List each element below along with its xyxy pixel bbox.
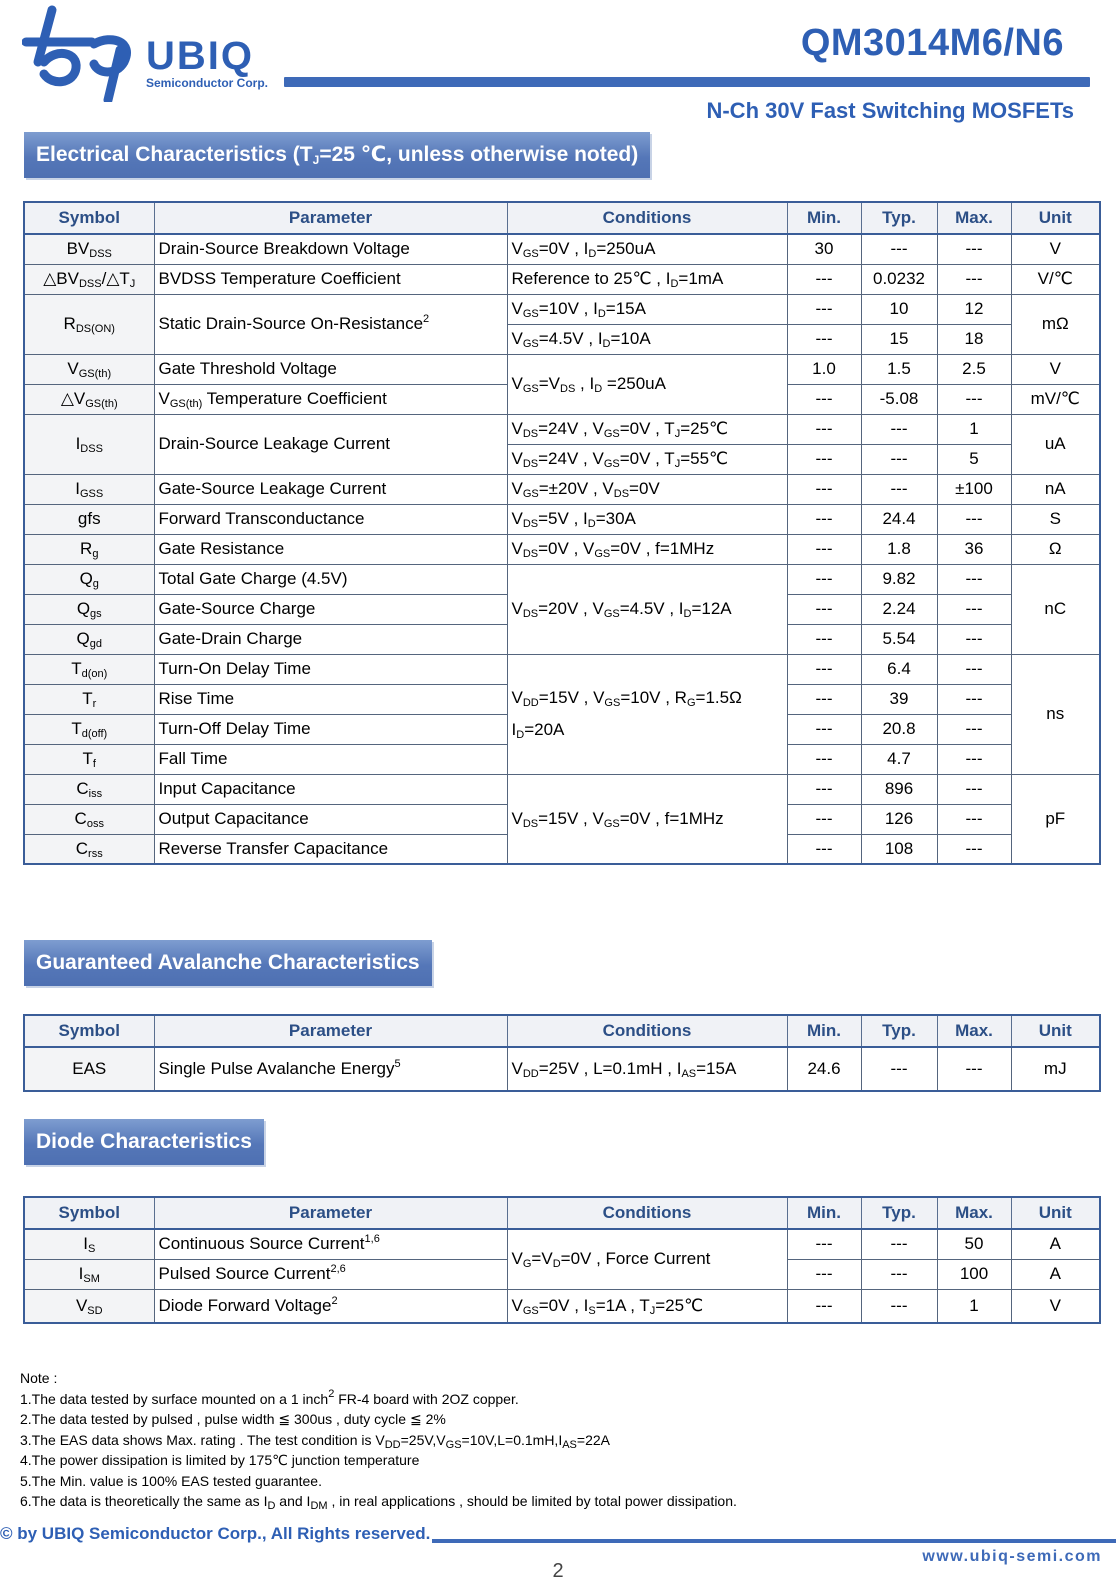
col-symbol: Symbol (24, 1015, 154, 1047)
typ-cell: 5.54 (861, 624, 937, 654)
table-row (24, 774, 1100, 804)
max-cell: 50 (937, 1229, 1011, 1259)
table-row (24, 234, 1100, 264)
typ-cell: --- (861, 1047, 937, 1091)
max-cell: 18 (937, 324, 1011, 354)
typ-cell: 39 (861, 684, 937, 714)
col-unit: Unit (1011, 1015, 1100, 1047)
min-cell: 24.6 (787, 1047, 861, 1091)
table-row (24, 1289, 1100, 1323)
typ-cell: 0.0232 (861, 264, 937, 294)
symbol-cell: $\triangle BV_{DSS}/\triangle T_J$ (24, 264, 154, 294)
col-parameter: Parameter (154, 1197, 507, 1229)
parameter-cell: Gate-Source Charge (154, 594, 507, 624)
table-row (24, 1047, 1100, 1091)
conditions-cell: $V_G=V_D=0V$ , Force Current (507, 1229, 787, 1289)
company-name: UBIQ (146, 34, 254, 78)
conditions-cell: Reference to 25℃ , $I_D=1mA$ (507, 264, 787, 294)
table-header-row (24, 1197, 1100, 1229)
max-cell: 36 (937, 534, 1011, 564)
max-cell: 2.5 (937, 354, 1011, 384)
parameter-cell: Gate-Source Leakage Current (154, 474, 507, 504)
conditions-cell: $V_{GS}=0V$ , $I_S=1A$ , $T_J=25℃$ (507, 1289, 787, 1323)
max-cell: ±100 (937, 474, 1011, 504)
col-parameter: Parameter (154, 202, 507, 234)
max-cell: --- (937, 834, 1011, 864)
max-cell: --- (937, 264, 1011, 294)
col-symbol: Symbol (24, 202, 154, 234)
col-conditions: Conditions (507, 1197, 787, 1229)
conditions-cell: $V_{GS}=10V$ , $I_D=15A$ (507, 294, 787, 324)
min-cell: --- (787, 474, 861, 504)
symbol-cell: $V_{GS(th)}$ (24, 354, 154, 384)
max-cell: --- (937, 744, 1011, 774)
min-cell: --- (787, 294, 861, 324)
parameter-cell: Diode Forward Voltage$^2$ (154, 1289, 507, 1323)
parameter-cell: Input Capacitance (154, 774, 507, 804)
min-cell: --- (787, 624, 861, 654)
min-cell: --- (787, 654, 861, 684)
part-number: QM3014M6/N6 (800, 22, 1064, 64)
typ-cell: 15 (861, 324, 937, 354)
max-cell: --- (937, 564, 1011, 594)
min-cell: --- (787, 804, 861, 834)
parameter-cell: Continuous Source Current$^{1,6}$ (154, 1229, 507, 1259)
unit-cell: V (1011, 1289, 1100, 1323)
min-cell: --- (787, 1229, 861, 1259)
col-typ: Typ. (861, 1197, 937, 1229)
header-rule (284, 77, 1090, 87)
max-cell: --- (937, 504, 1011, 534)
col-min: Min. (787, 1015, 861, 1047)
parameter-cell: Gate-Drain Charge (154, 624, 507, 654)
col-unit: Unit (1011, 1197, 1100, 1229)
parameter-cell: Pulsed Source Current$^{2,6}$ (154, 1259, 507, 1289)
footer-rule (432, 1539, 1116, 1543)
unit-cell: V (1011, 234, 1100, 264)
parameter-cell: Reverse Transfer Capacitance (154, 834, 507, 864)
symbol-cell: $I_{GSS}$ (24, 474, 154, 504)
col-unit: Unit (1011, 202, 1100, 234)
symbol-cell: gfs (24, 504, 154, 534)
parameter-cell: Forward Transconductance (154, 504, 507, 534)
parameter-cell: Static Drain-Source On-Resistance$^2$ (154, 294, 507, 354)
symbol-cell: $I_{DSS}$ (24, 414, 154, 474)
conditions-cell: $V_{DS}=0V$ , $V_{GS}=0V$ , f=1MHz (507, 534, 787, 564)
table-header-row (24, 1015, 1100, 1047)
typ-cell: 20.8 (861, 714, 937, 744)
document-subtitle: N-Ch 30V Fast Switching MOSFETs (706, 98, 1074, 123)
table-row (24, 294, 1100, 324)
col-max: Max. (937, 1197, 1011, 1229)
conditions-cell: $V_{DS}=20V$ , $V_{GS}=4.5V$ , $I_D=12A$ (507, 564, 787, 654)
diode-section-title: Diode Characteristics (24, 1119, 264, 1165)
table-row (24, 414, 1100, 444)
conditions-cell: $V_{DD}=15V$ , $V_{GS}=10V$ , $R_G=1.5\Omega$ $I_D=20A$ (507, 654, 787, 774)
avalanche-table (23, 1014, 1101, 1092)
min-cell: --- (787, 714, 861, 744)
table-row (24, 564, 1100, 594)
min-cell: 1.0 (787, 354, 861, 384)
symbol-cell: $T_f$ (24, 744, 154, 774)
conditions-cell: $V_{DS}=24V$ , $V_{GS}=0V$ , $T_J=55℃$ (507, 444, 787, 474)
max-cell: --- (937, 624, 1011, 654)
max-cell: 5 (937, 444, 1011, 474)
unit-cell: mJ (1011, 1047, 1100, 1091)
typ-cell: 10 (861, 294, 937, 324)
max-cell: 12 (937, 294, 1011, 324)
typ-cell: -5.08 (861, 384, 937, 414)
diode-table (23, 1196, 1101, 1324)
parameter-cell: Rise Time (154, 684, 507, 714)
unit-cell: uA (1011, 414, 1100, 474)
col-typ: Typ. (861, 1015, 937, 1047)
table-row (24, 264, 1100, 294)
unit-cell: mV/℃ (1011, 384, 1100, 414)
symbol-cell: $R_{DS(ON)}$ (24, 294, 154, 354)
conditions-cell: $V_{DS}=24V$ , $V_{GS}=0V$ , $T_J=25℃$ (507, 414, 787, 444)
footer-copyright: © by UBIQ Semiconductor Corp., All Rights reserved. (0, 1524, 431, 1543)
typ-cell: 2.24 (861, 594, 937, 624)
max-cell: 1 (937, 414, 1011, 444)
max-cell: --- (937, 594, 1011, 624)
parameter-cell: Drain-Source Breakdown Voltage (154, 234, 507, 264)
conditions-cell: $V_{GS}=4.5V$ , $I_D=10A$ (507, 324, 787, 354)
unit-cell: pF (1011, 774, 1100, 864)
min-cell: --- (787, 414, 861, 444)
conditions-cell: $V_{GS}=V_{DS}$ , $I_D =250uA$ (507, 354, 787, 414)
col-conditions: Conditions (507, 202, 787, 234)
max-cell: --- (937, 774, 1011, 804)
page-number: 2 (552, 1560, 564, 1582)
min-cell: 30 (787, 234, 861, 264)
typ-cell: 24.4 (861, 504, 937, 534)
unit-cell: nC (1011, 564, 1100, 654)
min-cell: --- (787, 1259, 861, 1289)
parameter-cell: BVDSS Temperature Coefficient (154, 264, 507, 294)
conditions-cell: $V_{DD}=25V$ , L=0.1mH , $I_{AS}=15A$ (507, 1047, 787, 1091)
col-max: Max. (937, 202, 1011, 234)
table-row (24, 1229, 1100, 1259)
symbol-cell: $Q_{gd}$ (24, 624, 154, 654)
note-4: 4.The power dissipation is limited by 175℃ junction temperature (20, 1452, 420, 1468)
table-row (24, 504, 1100, 534)
unit-cell: V/℃ (1011, 264, 1100, 294)
notes (20, 1368, 737, 1512)
min-cell: --- (787, 564, 861, 594)
max-cell: --- (937, 714, 1011, 744)
parameter-cell: Single Pulse Avalanche Energy$^5$ (154, 1047, 507, 1091)
symbol-cell: $BV_{DSS}$ (24, 234, 154, 264)
conditions-cell: $V_{DS}=5V$ , $I_D=30A$ (507, 504, 787, 534)
col-conditions: Conditions (507, 1015, 787, 1047)
unit-cell: ns (1011, 654, 1100, 774)
symbol-cell: $C_{iss}$ (24, 774, 154, 804)
min-cell: --- (787, 1289, 861, 1323)
parameter-cell: Fall Time (154, 744, 507, 774)
note-2: 2.The data tested by pulsed , pulse width ≦ 300us , duty cycle ≦ 2% (20, 1411, 446, 1427)
typ-cell: 108 (861, 834, 937, 864)
min-cell: --- (787, 744, 861, 774)
table-row (24, 474, 1100, 504)
table-row (24, 654, 1100, 684)
typ-cell: 1.8 (861, 534, 937, 564)
note-6: 6.The data is theoretically the same as $I_D$ and $I_{DM}$ , in real applications , should be limited by total power dissipation. (20, 1493, 737, 1512)
symbol-cell: $R_g$ (24, 534, 154, 564)
notes-title: Note : (20, 1370, 58, 1386)
symbol-cell: $I_S$ (24, 1229, 154, 1259)
parameter-cell: Gate Resistance (154, 534, 507, 564)
symbol-cell: $\triangle V_{GS(th)}$ (24, 384, 154, 414)
table-header-row (24, 202, 1100, 234)
symbol-cell: EAS (24, 1047, 154, 1091)
symbol-cell: $V_{SD}$ (24, 1289, 154, 1323)
unit-cell: Ω (1011, 534, 1100, 564)
typ-cell: --- (861, 414, 937, 444)
typ-cell: --- (861, 474, 937, 504)
symbol-cell: $T_r$ (24, 684, 154, 714)
col-typ: Typ. (861, 202, 937, 234)
max-cell: --- (937, 654, 1011, 684)
parameter-cell: Total Gate Charge (4.5V) (154, 564, 507, 594)
table-row (24, 354, 1100, 384)
min-cell: --- (787, 534, 861, 564)
typ-cell: 896 (861, 774, 937, 804)
company-subname: Semiconductor Corp. (146, 76, 269, 90)
min-cell: --- (787, 384, 861, 414)
note-5: 5.The Min. value is 100% EAS tested guarantee. (20, 1472, 322, 1489)
max-cell: 1 (937, 1289, 1011, 1323)
min-cell: --- (787, 264, 861, 294)
unit-cell: V (1011, 354, 1100, 384)
parameter-cell: Gate Threshold Voltage (154, 354, 507, 384)
unit-cell: A (1011, 1229, 1100, 1259)
min-cell: --- (787, 684, 861, 714)
electrical-section-title: Electrical Characteristics ($T_J=25$ ℃, unless otherwise noted) (24, 132, 650, 178)
symbol-cell: $Q_g$ (24, 564, 154, 594)
typ-cell: --- (861, 234, 937, 264)
footer-url: www.ubiq-semi.com (922, 1548, 1102, 1565)
typ-cell: --- (861, 1259, 937, 1289)
col-min: Min. (787, 202, 861, 234)
parameter-cell: $V_{GS(th)}$ Temperature Coefficient (154, 384, 507, 414)
table-row (24, 534, 1100, 564)
conditions-cell: $V_{DS}=15V$ , $V_{GS}=0V$ , f=1MHz (507, 774, 787, 864)
parameter-cell: Turn-On Delay Time (154, 654, 507, 684)
symbol-cell: $T_{d(off)}$ (24, 714, 154, 744)
typ-cell: --- (861, 444, 937, 474)
avalanche-section-title: Guaranteed Avalanche Characteristics (24, 940, 432, 986)
max-cell: --- (937, 384, 1011, 414)
ubiq-logo (22, 4, 272, 102)
min-cell: --- (787, 504, 861, 534)
max-cell: 100 (937, 1259, 1011, 1289)
min-cell: --- (787, 324, 861, 354)
symbol-cell: $I_{SM}$ (24, 1259, 154, 1289)
note-3: 3.The EAS data shows Max. rating . The test condition is $V_{DD}=25V,V_{GS}=10V,L=0.1mH,I_{AS}=22A$ (20, 1431, 610, 1451)
typ-cell: --- (861, 1229, 937, 1259)
note-1: 1.The data tested by surface mounted on a 1 inch$^2$ FR-4 board with 2OZ copper. (20, 1387, 519, 1407)
min-cell: --- (787, 444, 861, 474)
unit-cell: S (1011, 504, 1100, 534)
symbol-cell: $C_{rss}$ (24, 834, 154, 864)
min-cell: --- (787, 594, 861, 624)
min-cell: --- (787, 774, 861, 804)
conditions-cell: $V_{GS}=0V$ , $I_D=250uA$ (507, 234, 787, 264)
typ-cell: 126 (861, 804, 937, 834)
max-cell: --- (937, 684, 1011, 714)
symbol-cell: $Q_{gs}$ (24, 594, 154, 624)
unit-cell: mΩ (1011, 294, 1100, 354)
symbol-cell: $C_{oss}$ (24, 804, 154, 834)
parameter-cell: Drain-Source Leakage Current (154, 414, 507, 474)
col-symbol: Symbol (24, 1197, 154, 1229)
typ-cell: 1.5 (861, 354, 937, 384)
max-cell: --- (937, 234, 1011, 264)
typ-cell: 9.82 (861, 564, 937, 594)
unit-cell: nA (1011, 474, 1100, 504)
col-parameter: Parameter (154, 1015, 507, 1047)
typ-cell: --- (861, 1289, 937, 1323)
col-max: Max. (937, 1015, 1011, 1047)
col-min: Min. (787, 1197, 861, 1229)
electrical-table (23, 201, 1101, 865)
max-cell: --- (937, 804, 1011, 834)
typ-cell: 4.7 (861, 744, 937, 774)
max-cell: --- (937, 1047, 1011, 1091)
unit-cell: A (1011, 1259, 1100, 1289)
parameter-cell: Output Capacitance (154, 804, 507, 834)
typ-cell: 6.4 (861, 654, 937, 684)
parameter-cell: Turn-Off Delay Time (154, 714, 507, 744)
min-cell: --- (787, 834, 861, 864)
symbol-cell: $T_{d(on)}$ (24, 654, 154, 684)
conditions-cell: $V_{GS}=\pm 20V$ , $V_{DS}=0V$ (507, 474, 787, 504)
